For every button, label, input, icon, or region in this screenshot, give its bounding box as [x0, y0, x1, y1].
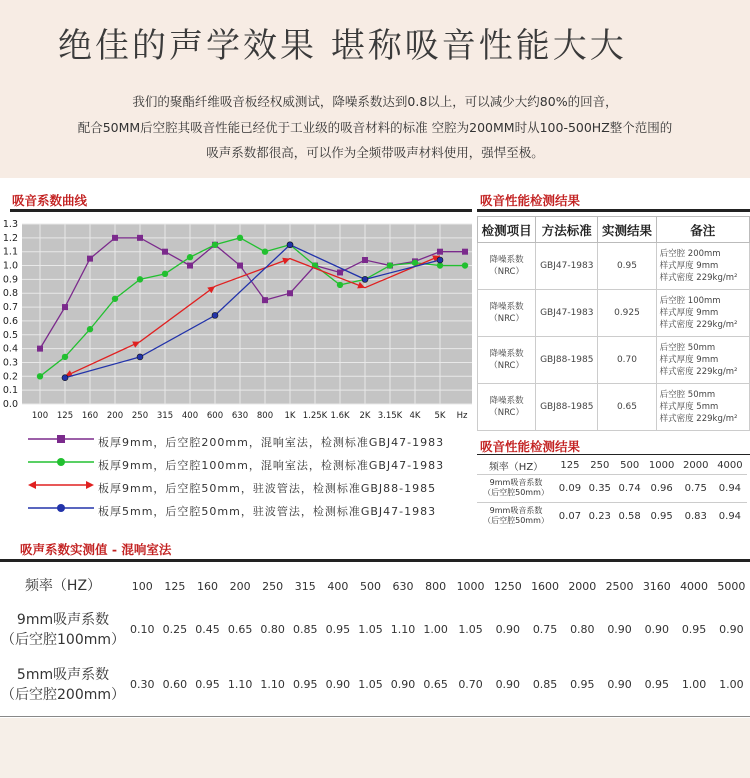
freq-cell: 2500: [605, 579, 634, 593]
value-cell: 0.85: [532, 678, 558, 691]
cell-method: GBJ47-1983: [536, 290, 598, 337]
y-tick-label: 1.2: [2, 232, 18, 244]
table2-rule: [477, 454, 750, 455]
freq-cell: 5000: [717, 579, 746, 593]
table-header-row: [478, 217, 750, 243]
freq-cell: 100: [131, 579, 153, 593]
bottom-rule: [0, 716, 750, 717]
y-tick-label: 0.0: [2, 399, 18, 410]
value-cell: 0.07: [555, 502, 585, 530]
freq-cell: 1000: [456, 579, 485, 593]
y-tick-label: 0.6: [2, 315, 18, 327]
table-row: [478, 337, 750, 384]
value-cell: 0.95: [644, 678, 670, 691]
cell-remark: 后空腔 50mm 样式厚度 9mm 样式密度 229kg/m²: [656, 337, 749, 384]
freq-cell: 315: [294, 579, 316, 593]
cell-result: 0.95: [598, 243, 656, 290]
y-tick-label: 1.0: [2, 260, 18, 272]
freq-cell: 630: [392, 579, 414, 593]
value-cell: 0.83: [679, 502, 713, 530]
value-cell: 1.10: [227, 678, 253, 691]
table-row: [0, 657, 750, 712]
col-remark: 备注: [656, 217, 749, 243]
row-label: 9mm吸音系数 （后空腔50mm）: [477, 474, 555, 502]
value-cell: 0.95: [645, 502, 679, 530]
data-point: [112, 296, 118, 302]
data-point: [162, 271, 168, 277]
freq-cell: 1000: [645, 457, 679, 474]
cell-item: 降噪系数 （NRC）: [478, 290, 536, 337]
row-label: 9mm吸音系数 （后空腔50mm）: [477, 502, 555, 530]
cell-method: GBJ47-1983: [536, 243, 598, 290]
data-point: [87, 256, 93, 262]
row-label: 5mm吸声系数 （后空腔200mm）: [1, 666, 125, 703]
freq-cell: 2000: [679, 457, 713, 474]
x-tick-label: 5K: [434, 411, 446, 421]
data-point: [212, 312, 218, 318]
y-tick-label: 0.7: [2, 302, 18, 314]
value-cell: 0.75: [679, 474, 713, 502]
data-point: [362, 257, 368, 263]
chart-section-title: 吸音系数曲线: [12, 193, 88, 208]
freq-cell: 4000: [713, 457, 747, 474]
absorption-table-small: [477, 457, 747, 531]
value-cell: 0.74: [615, 474, 645, 502]
x-tick-label: 1.6K: [330, 411, 350, 421]
value-cell: 0.90: [607, 678, 632, 691]
data-point: [137, 276, 143, 282]
value-cell: 0.95: [195, 678, 220, 691]
data-point: [62, 304, 68, 310]
data-point: [137, 235, 143, 241]
cell-result: 0.925: [598, 290, 656, 337]
data-point: [462, 249, 468, 255]
freq-cell: 200: [229, 579, 251, 593]
table-row: [478, 290, 750, 337]
freq-cell: 250: [262, 579, 284, 593]
freq-cell: 500: [615, 457, 645, 474]
cell-remark: 后空腔 100mm 样式厚度 9mm 样式密度 229kg/m²: [656, 290, 749, 337]
cell-method: GBJ88-1985: [536, 337, 598, 384]
freq-cell: 125: [555, 457, 585, 474]
value-cell: 0.96: [645, 474, 679, 502]
x-tick-label: 800: [256, 411, 274, 421]
cell-item: 降噪系数 （NRC）: [478, 243, 536, 290]
value-cell: 0.35: [585, 474, 615, 502]
table-header-row: [0, 570, 750, 602]
value-cell: 0.90: [325, 678, 351, 691]
x-tick-label: 200: [106, 411, 124, 421]
data-point: [37, 346, 43, 352]
data-point: [62, 354, 68, 360]
table1-title: 吸音性能检测结果: [480, 193, 581, 208]
value-cell: 0.65: [227, 623, 253, 636]
value-cell: 0.30: [130, 678, 155, 691]
freq-cell: 1250: [493, 579, 522, 593]
x-tick-label: 1.25K: [302, 411, 328, 421]
value-cell: 0.90: [719, 623, 744, 636]
data-point: [437, 257, 443, 263]
value-cell: 0.09: [555, 474, 585, 502]
data-point: [337, 269, 343, 275]
value-cell: 0.75: [532, 623, 558, 636]
table-row: [477, 474, 747, 502]
x-tick-label: 3.15K: [377, 411, 403, 421]
value-cell: 0.58: [615, 502, 645, 530]
value-cell: 1.00: [681, 678, 707, 691]
value-cell: 1.05: [358, 623, 383, 636]
value-cell: 0.23: [585, 502, 615, 530]
data-point: [362, 276, 368, 282]
value-cell: 0.85: [293, 623, 318, 636]
value-cell: 0.95: [293, 678, 318, 691]
freq-cell: 2000: [568, 579, 597, 593]
data-point: [137, 354, 143, 360]
col-method: 方法标准: [536, 217, 598, 243]
nrc-table: [477, 216, 750, 431]
col-item: 检测项目: [478, 217, 536, 243]
cell-remark: 后空腔 50mm 样式厚度 5mm 样式密度 229kg/m²: [656, 384, 749, 431]
table3-rule: [0, 559, 750, 562]
data-point: [337, 282, 343, 288]
value-cell: 0.90: [390, 678, 416, 691]
freq-cell: 4000: [680, 579, 709, 593]
data-point: [212, 242, 218, 248]
x-tick-label: 630: [231, 411, 249, 421]
y-tick-label: 0.1: [2, 385, 18, 397]
value-cell: 0.70: [458, 678, 483, 691]
x-tick-label: 1K: [284, 411, 296, 421]
table-row: [478, 243, 750, 290]
value-cell: 1.05: [458, 623, 483, 636]
data-point: [287, 290, 293, 296]
cell-item: 降噪系数 （NRC）: [478, 384, 536, 431]
x-tick-label: 2K: [359, 411, 371, 421]
value-cell: 1.10: [390, 623, 416, 636]
freq-cell: 160: [196, 579, 218, 593]
intro-line-1: 我们的聚酯纤维吸音板经权威测试，降噪系数达到0.8以上，可以减少大约80%的回音，: [132, 94, 618, 109]
value-cell: 0.95: [681, 623, 707, 636]
data-point: [462, 262, 468, 268]
data-point: [262, 248, 268, 254]
x-tick-label: 160: [81, 411, 99, 421]
y-tick-label: 0.8: [2, 288, 18, 300]
value-cell: 0.60: [162, 678, 188, 691]
freq-cell: 250: [585, 457, 615, 474]
cell-method: GBJ88-1985: [536, 384, 598, 431]
x-tick-label: 125: [56, 411, 74, 421]
data-point: [437, 249, 443, 255]
absorption-chart: [0, 214, 476, 426]
table3-title: 吸声系数实测值 - 混响室法: [20, 542, 172, 557]
value-cell: 0.90: [495, 678, 521, 691]
legend-label-4: 板厚5mm，后空腔50mm，驻波管法，检测标准GBJ47-1983: [98, 505, 437, 518]
col-result: 实测结果: [598, 217, 656, 243]
y-tick-label: 0.2: [2, 371, 18, 383]
freq-cell: 125: [164, 579, 186, 593]
table1-rule: [477, 209, 750, 212]
data-point: [287, 242, 293, 248]
data-point: [62, 375, 68, 381]
freq-cell: 800: [425, 579, 447, 593]
y-tick-label: 0.4: [2, 343, 18, 355]
legend-label-1: 板厚9mm，后空腔200mm，混响室法，检测标准GBJ47-1983: [98, 436, 445, 449]
table-row: [477, 502, 747, 530]
value-cell: 1.00: [719, 678, 744, 691]
data-point: [162, 249, 168, 255]
value-cell: 1.00: [423, 623, 448, 636]
y-tick-label: 0.9: [2, 274, 18, 286]
freq-cell: 400: [327, 579, 349, 593]
y-tick-label: 1.1: [2, 246, 18, 258]
value-cell: 0.10: [130, 623, 155, 636]
value-cell: 0.45: [195, 623, 220, 636]
cell-item: 降噪系数 （NRC）: [478, 337, 536, 384]
freq-cell: 3160: [642, 579, 671, 593]
table2-title: 吸音性能检测结果: [480, 439, 581, 454]
table-row: [0, 602, 750, 657]
data-point: [237, 263, 243, 269]
value-cell: 0.94: [713, 502, 747, 530]
value-cell: 0.80: [260, 623, 285, 636]
data-point: [112, 235, 118, 241]
value-cell: 0.95: [570, 678, 595, 691]
y-tick-label: 1.3: [2, 219, 18, 230]
row-label: 9mm吸声系数 （后空腔100mm）: [1, 611, 125, 648]
legend-label-2: 板厚9mm，后空腔100mm，混响室法，检测标准GBJ47-1983: [98, 459, 445, 472]
legend-label-3: 板厚9mm，后空腔50mm，驻波管法，检测标准GBJ88-1985: [98, 482, 437, 495]
freq-cell: 1600: [531, 579, 560, 593]
measured-table: [0, 570, 750, 712]
data-point: [87, 326, 93, 332]
freq-label: 频率（HZ）: [24, 578, 102, 594]
x-tick-label: 600: [206, 411, 224, 421]
header-banner: [0, 0, 750, 178]
data-point: [387, 262, 393, 268]
freq-label: 频率（HZ）: [477, 457, 555, 474]
data-point: [187, 254, 193, 260]
value-cell: 0.65: [423, 678, 448, 691]
page-title: 绝佳的声学效果 堪称吸音性能大大: [58, 26, 627, 66]
data-point: [262, 297, 268, 303]
table-row: [478, 384, 750, 431]
value-cell: 0.95: [325, 623, 351, 636]
value-cell: 0.25: [162, 623, 188, 636]
value-cell: 0.80: [570, 623, 595, 636]
intro-line-2: 配合50MM后空腔其吸音性能已经优于工业级的吸音材料的标准 空腔为200MM时从100-500HZ整个范围的: [77, 120, 673, 135]
x-tick-label: 250: [131, 411, 149, 421]
cell-result: 0.65: [598, 384, 656, 431]
data-point: [187, 263, 193, 269]
data-point: [237, 235, 243, 241]
x-tick-label: 4K: [409, 411, 421, 421]
y-tick-label: 0.5: [2, 329, 18, 341]
value-cell: 0.94: [713, 474, 747, 502]
value-cell: 1.05: [358, 678, 383, 691]
chart-section-rule: [10, 209, 472, 212]
x-tick-label: 100: [31, 411, 49, 421]
x-tick-label: 315: [156, 411, 174, 421]
value-cell: 1.10: [260, 678, 285, 691]
value-cell: 0.90: [644, 623, 670, 636]
value-cell: 0.90: [607, 623, 632, 636]
x-unit-label: Hz: [456, 411, 468, 421]
y-tick-label: 0.3: [2, 357, 18, 369]
intro-line-3: 吸声系数都很高，可以作为全频带吸声材料使用，强悍至极。: [206, 145, 544, 160]
value-cell: 0.90: [495, 623, 521, 636]
freq-cell: 500: [359, 579, 381, 593]
data-point: [37, 373, 43, 379]
x-tick-label: 400: [181, 411, 199, 421]
cell-result: 0.70: [598, 337, 656, 384]
table-header-row: [477, 457, 747, 474]
cell-remark: 后空腔 200mm 样式厚度 9mm 样式密度 229kg/m²: [656, 243, 749, 290]
